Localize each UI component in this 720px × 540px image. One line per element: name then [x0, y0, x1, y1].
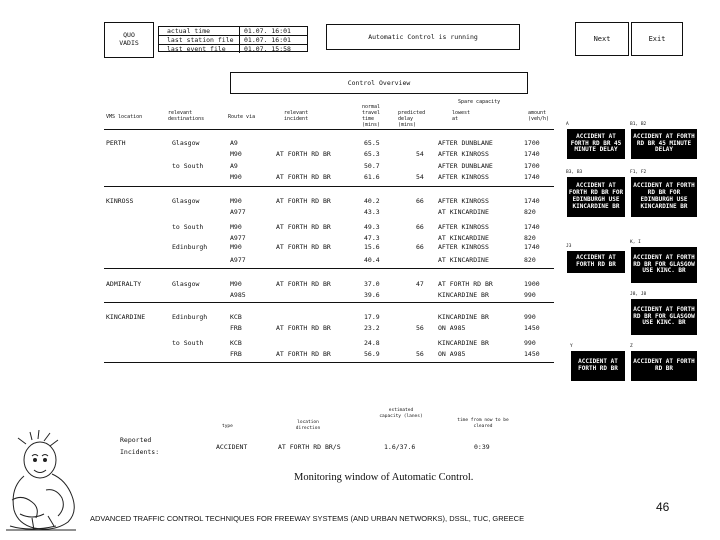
route-cell: M90 — [230, 150, 242, 158]
travel-time-cell: 39.6 — [364, 291, 380, 299]
incident-cell: AT FORTH RD BR — [276, 324, 331, 332]
lowest-at-cell: AFTER KINROSS — [438, 197, 489, 205]
col-relevant-incident: relevant incident — [284, 110, 309, 122]
travel-time-cell: 65.3 — [364, 150, 380, 158]
amount-cell: 1700 — [524, 162, 540, 170]
amount-cell: 990 — [524, 339, 536, 347]
travel-time-cell: 23.2 — [364, 324, 380, 332]
file-info-row — [159, 27, 307, 36]
travel-time-cell: 15.6 — [364, 243, 380, 251]
travel-time-cell: 24.8 — [364, 339, 380, 347]
travel-time-cell: 49.3 — [364, 223, 380, 231]
vms-panel: ACCIDENT AT FORTH RD BR — [570, 350, 626, 382]
incident-capacity: 1.6/37.6 — [384, 443, 416, 451]
col-route-via: Route via — [228, 114, 256, 120]
vms-location-cell: KINROSS — [106, 197, 134, 205]
route-cell: A977 — [230, 208, 246, 216]
col-spare-capacity: Spare capacity — [458, 99, 501, 105]
route-cell: M90 — [230, 223, 242, 231]
vms-panel-label: J3 — [566, 244, 572, 249]
incidents-col-type: type — [222, 424, 233, 429]
amount-cell: 1740 — [524, 223, 540, 231]
vms-location-cell: KINCARDINE — [106, 313, 146, 321]
delay-cell: 66 — [416, 197, 424, 205]
vms-panel: ACCIDENT AT FORTH RD BR — [630, 350, 698, 382]
travel-time-cell: 65.5 — [364, 139, 380, 147]
lowest-at-cell: AT KINCARDINE — [438, 234, 489, 242]
lowest-at-cell: ON A985 — [438, 324, 466, 332]
destination-cell: Edinburgh — [172, 243, 208, 251]
overview-title-box — [230, 72, 528, 94]
route-cell: M90 — [230, 243, 242, 251]
incident-cell: AT FORTH RD BR — [276, 197, 331, 205]
delay-cell: 56 — [416, 324, 424, 332]
vms-panel: ACCIDENT AT FORTH RD BR FOR EDINBURGH USE KINCARDINE BR — [566, 176, 626, 218]
travel-time-cell: 43.3 — [364, 208, 380, 216]
vms-panel: ACCIDENT AT FORTH RD BR 45 MINUTE DELAY — [566, 128, 626, 160]
amount-cell: 1740 — [524, 150, 540, 158]
file-info-row — [159, 45, 307, 53]
vms-panel-label: K, I — [630, 240, 641, 245]
col-lowest-at: lowest at — [452, 110, 471, 122]
status-box — [326, 24, 520, 50]
incident-cell: AT FORTH RD BR — [276, 223, 331, 231]
logo-line1: QUO — [123, 31, 135, 39]
logo-line2: VADIS — [119, 39, 139, 47]
lowest-at-cell: AFTER KINROSS — [438, 223, 489, 231]
incidents-label-line2: Incidents: — [120, 448, 160, 456]
route-cell: A977 — [230, 234, 246, 242]
incident-cell: AT FORTH RD BR — [276, 150, 331, 158]
travel-time-cell: 50.7 — [364, 162, 380, 170]
exit-button[interactable]: Exit — [631, 22, 683, 56]
vms-panel: ACCIDENT AT FORTH RD BR 45 MINUTE DELAY — [630, 128, 698, 160]
destination-cell: Edinburgh — [172, 313, 208, 321]
incidents-col-time: time from now to be cleared — [457, 418, 509, 429]
vms-panel-label: Z — [630, 344, 633, 349]
vms-panel-label: Y — [570, 344, 573, 349]
logo-box — [104, 22, 154, 58]
route-cell: FRB — [230, 324, 242, 332]
lowest-at-cell: ON A985 — [438, 350, 466, 358]
travel-time-cell: 17.9 — [364, 313, 380, 321]
footer-text: ADVANCED TRAFFIC CONTROL TECHNIQUES FOR FREEWAY SYSTEMS (AND URBAN NETWORKS), DSSL, TUC, GREECE — [90, 514, 525, 523]
amount-cell: 990 — [524, 313, 536, 321]
file-info-value: 01.07. 16:01 — [244, 27, 291, 35]
lowest-at-cell: AFTER KINROSS — [438, 173, 489, 181]
delay-cell: 66 — [416, 223, 424, 231]
lowest-at-cell: AFTER DUNBLANE — [438, 139, 493, 147]
file-info-value: 01.07. 16:01 — [244, 36, 291, 44]
destination-cell: to South — [172, 223, 204, 231]
route-cell: KCB — [230, 339, 242, 347]
file-info-label: actual time — [159, 27, 240, 35]
lowest-at-cell: AT KINCARDINE — [438, 208, 489, 216]
delay-cell: 66 — [416, 243, 424, 251]
lowest-at-cell: AT FORTH RD BR — [438, 280, 493, 288]
destination-cell: Glasgow — [172, 197, 200, 205]
lowest-at-cell: AFTER KINROSS — [438, 243, 489, 251]
delay-cell: 54 — [416, 173, 424, 181]
quo-vadis-mascot-icon — [2, 430, 88, 534]
travel-time-cell: 56.9 — [364, 350, 380, 358]
travel-time-cell: 37.0 — [364, 280, 380, 288]
vms-location-cell: ADMIRALTY — [106, 280, 142, 288]
row-group-divider — [104, 268, 554, 269]
status-text: Automatic Control is running — [368, 33, 478, 41]
row-group-divider — [104, 362, 554, 363]
route-cell: M90 — [230, 280, 242, 288]
incident-cell: AT FORTH RD BR — [276, 350, 331, 358]
vms-panel-label: B3, B3 — [566, 170, 583, 175]
vms-panel-label: J8, J8 — [630, 292, 647, 297]
lowest-at-cell: AFTER DUNBLANE — [438, 162, 493, 170]
incident-cell: AT FORTH RD BR — [276, 280, 331, 288]
lowest-at-cell: KINCARDINE BR — [438, 291, 489, 299]
file-info-label: last station file — [159, 36, 240, 44]
col-vms-location: VMS location — [106, 114, 143, 120]
amount-cell: 820 — [524, 208, 536, 216]
incidents-label-line1: Reported — [120, 436, 152, 444]
vms-location-cell: PERTH — [106, 139, 126, 147]
route-cell: A9 — [230, 162, 238, 170]
col-normal-travel-time: normal travel time (mins) — [362, 104, 381, 128]
col-relevant-destinations: relevant destinations — [168, 110, 205, 122]
travel-time-cell: 61.6 — [364, 173, 380, 181]
vms-panel-label: F1, F2 — [630, 170, 647, 175]
lowest-at-cell: KINCARDINE BR — [438, 339, 489, 347]
page-number: 46 — [656, 500, 670, 514]
incident-time: 0:39 — [474, 443, 490, 451]
lowest-at-cell: AT KINCARDINE — [438, 256, 489, 264]
delay-cell: 47 — [416, 280, 424, 288]
route-cell: FRB — [230, 350, 242, 358]
amount-cell: 1740 — [524, 173, 540, 181]
vms-panel-label: B1, B2 — [630, 122, 647, 127]
file-info-table — [158, 26, 308, 52]
vms-panel: ACCIDENT AT FORTH RD BR FOR GLASGOW USE KINC. BR — [630, 298, 698, 336]
route-cell: M90 — [230, 173, 242, 181]
file-info-row — [159, 36, 307, 45]
amount-cell: 1740 — [524, 197, 540, 205]
lowest-at-cell: KINCARDINE BR — [438, 313, 489, 321]
travel-time-cell: 47.3 — [364, 234, 380, 242]
lowest-at-cell: AFTER KINROSS — [438, 150, 489, 158]
vms-panel: ACCIDENT AT FORTH RD BR FOR EDINBURGH USE KINCARDINE BR — [630, 176, 698, 218]
destination-cell: Glasgow — [172, 139, 200, 147]
overview-title: Control Overview — [347, 79, 411, 87]
destination-cell: Glasgow — [172, 280, 200, 288]
amount-cell: 1900 — [524, 280, 540, 288]
route-cell: A9 — [230, 139, 238, 147]
file-info-label: last event file — [159, 45, 240, 53]
amount-cell: 1450 — [524, 324, 540, 332]
vms-panel-label: A — [566, 122, 569, 127]
amount-cell: 820 — [524, 234, 536, 242]
caption: Monitoring window of Automatic Control. — [294, 472, 474, 483]
travel-time-cell: 40.2 — [364, 197, 380, 205]
amount-cell: 1700 — [524, 139, 540, 147]
file-info-value: 01.07. 15:58 — [244, 45, 291, 53]
amount-cell: 990 — [524, 291, 536, 299]
route-cell: A985 — [230, 291, 246, 299]
header-divider — [104, 129, 554, 130]
amount-cell: 820 — [524, 256, 536, 264]
vms-panel: ACCIDENT AT FORTH RD BR FOR GLASGOW USE KINC. BR — [630, 246, 698, 284]
route-cell: KCB — [230, 313, 242, 321]
route-cell: A977 — [230, 256, 246, 264]
incidents-col-estimated: estimated capacity (lanes) — [379, 408, 423, 419]
col-amount: amount (veh/h) — [528, 110, 550, 122]
vms-panel: ACCIDENT AT FORTH RD BR — [566, 250, 626, 274]
amount-cell: 1450 — [524, 350, 540, 358]
destination-cell: to South — [172, 339, 204, 347]
col-predicted-delay: predicted delay (mins) — [398, 110, 426, 128]
incident-location: AT FORTH RD BR/S — [278, 443, 341, 451]
incident-type: ACCIDENT — [216, 443, 248, 451]
amount-cell: 1740 — [524, 243, 540, 251]
route-cell: M90 — [230, 197, 242, 205]
incident-cell: AT FORTH RD BR — [276, 173, 331, 181]
row-group-divider — [104, 302, 554, 303]
incidents-col-location: location direction — [295, 420, 321, 431]
delay-cell: 54 — [416, 150, 424, 158]
incident-cell: AT FORTH RD BR — [276, 243, 331, 251]
travel-time-cell: 40.4 — [364, 256, 380, 264]
next-button[interactable]: Next — [575, 22, 629, 56]
destination-cell: to South — [172, 162, 204, 170]
delay-cell: 56 — [416, 350, 424, 358]
row-group-divider — [104, 186, 554, 187]
